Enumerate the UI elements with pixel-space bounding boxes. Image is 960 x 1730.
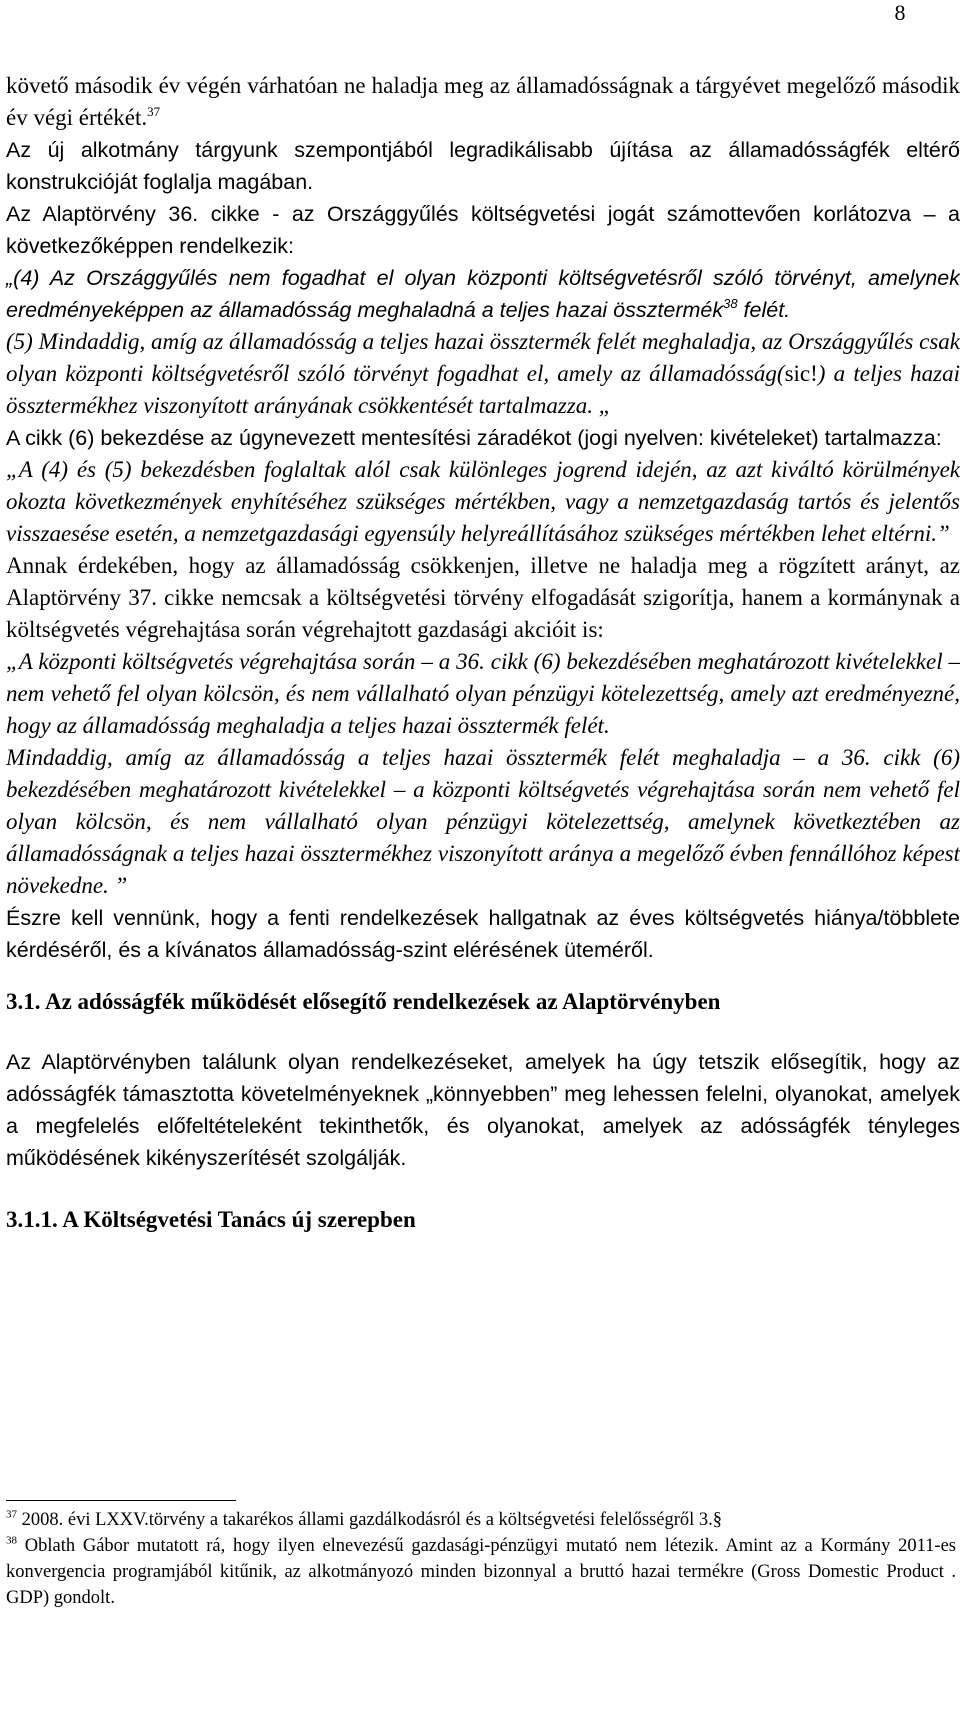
paragraph-text: követő második év végén várhatóan ne haladja meg az államadósságnak a tárgyévet megelőző második év végi értékét. xyxy=(6,73,960,130)
paragraph-observation: Észre kell vennünk, hogy a fenti rendelkezések hallgatnak az éves költségvetés hiánya/többlete kérdéséről, és a kívánatos államadósság-szint elérésének üteméről. xyxy=(6,906,960,962)
footnote-37 xyxy=(6,1507,956,1533)
footnote-number: 38 xyxy=(6,1534,17,1547)
footnote-ref-37: 37 xyxy=(147,103,161,119)
footnote-text: Oblath Gábor mutatott rá, hogy ilyen elnevezésű gazdasági-pénzügyi mutató nem létezik. Amint az a Kormány 2011-es konvergencia programjából kitűnik, az alkotmányozó minden bizonnyal a bruttó hazai termékre (Gross Domestic Product . GDP) gondolt. xyxy=(6,1536,957,1608)
footnote-38 xyxy=(6,1533,956,1611)
paragraph-article-36-intro: Az Alaptörvény 36. cikke - az Országgyűlés költségvetési jogát számottevően korlátozva – a következőképpen rendelkezik: xyxy=(6,202,960,258)
paragraph-continuation xyxy=(6,70,960,134)
paragraph-new-constitution: Az új alkotmány tárgyunk szempontjából legradikálisabb újítása az államadósságfék eltérő konstrukcióját foglalja magában. xyxy=(6,138,960,194)
page-number: 8 xyxy=(894,0,906,25)
footnotes xyxy=(6,1500,956,1611)
quote-article-37-a: „A központi költségvetés végrehajtása során – a 36. cikk (6) bekezdésében meghatározott kivételekkel – nem vehető fel olyan kölcsön, és nem vállalható olyan pénzügyi kötelezettség, amely azt eredményezné, hogy az államadósság meghaladja a teljes hazai össztermék felét. xyxy=(6,649,960,738)
quote-paragraph-4 xyxy=(6,262,960,326)
footnote-number: 37 xyxy=(6,1508,17,1521)
footnote-divider xyxy=(6,1500,236,1501)
sic-note: sic! xyxy=(784,361,818,386)
quote-text: (5) Mindaddig, amíg az államadósság a teljes hazai össztermék felét meghaladja, az Országgyűlés csak olyan központi költségvetésről szóló törvényt fogadhat el, amely az államadósság( xyxy=(6,329,960,386)
document-body xyxy=(6,70,960,1236)
paragraph-exemption-clause: A cikk (6) bekezdése az úgynevezett mentesítési záradékot (jogi nyelven: kivételeket) tartalmazza: xyxy=(6,426,942,450)
quote-text: „(4) Az Országgyűlés nem fogadhat el olyan központi költségvetésről szóló törvényt, amelynek eredményeképpen az államadósság meghaladná a teljes hazai össztermék xyxy=(6,266,960,322)
quote-article-37-b: Mindaddig, amíg az államadósság a teljes hazai össztermék felét meghaladja – a 36. cikk (6) bekezdésében meghatározott kivételekkel – a központi költségvetés végrehajtása során nem vehető fel olyan kölcsön, és nem vállalható olyan pénzügyi kötelezettség, amelynek következtében az államadósságnak a teljes hazai össztermékhez viszonyított aránya a megelőző évben fennállóhoz képest növekedne. ” xyxy=(6,745,960,898)
quote-paragraph-5 xyxy=(6,326,960,422)
paragraph-article-37-intro: Annak érdekében, hogy az államadósság csökkenjen, illetve ne haladja meg a rögzített arányt, az Alaptörvény 37. cikke nemcsak a költségvetési törvény elfogadását szigorítja, hanem a kormánynak a költségvetés végrehajtása során végrehajtott gazdasági akcióit is: xyxy=(6,553,960,642)
footnote-text: 2008. évi LXXV.törvény a takarékos állami gazdálkodásról és a költségvetési felelősségről 3.§ xyxy=(21,1510,723,1530)
subsection-heading: 3.1.1. A Költségvetési Tanács új szerepben xyxy=(6,1207,416,1232)
quote-text-end: felét. xyxy=(737,298,791,322)
section-paragraph: Az Alaptörvényben találunk olyan rendelkezéseket, amelyek ha úgy tetszik elősegítik, hogy az adósságfék támasztotta követelményeknek „könnyebben” meg lehessen felelni, olyanokat, amelyek a megfelelés előfeltételeként tekinthetők, és olyanokat, amelyek az adósságfék tényleges működésének kikényszerítését szolgálják. xyxy=(6,1050,960,1170)
quote-paragraph-6: „A (4) és (5) bekezdésben foglaltak alól csak különleges jogrend idején, az azt kiváltó körülmények okozta következmények enyhítéséhez szükséges mértékben, vagy a nemzetgazdaság tartós és jelentős visszaesése esetén, a nemzetgazdasági egyensúly helyreállításához szükséges mértékben lehet eltérni.” xyxy=(6,457,960,546)
section-heading: 3.1. Az adósságfék működését elősegítő rendelkezések az Alaptörvényben xyxy=(6,989,721,1014)
footnote-ref-38: 38 xyxy=(723,295,738,311)
quote-text-end: ) a teljes hazai össztermékhez viszonyított arányának csökkentését tartalmazza. „ xyxy=(6,361,960,418)
